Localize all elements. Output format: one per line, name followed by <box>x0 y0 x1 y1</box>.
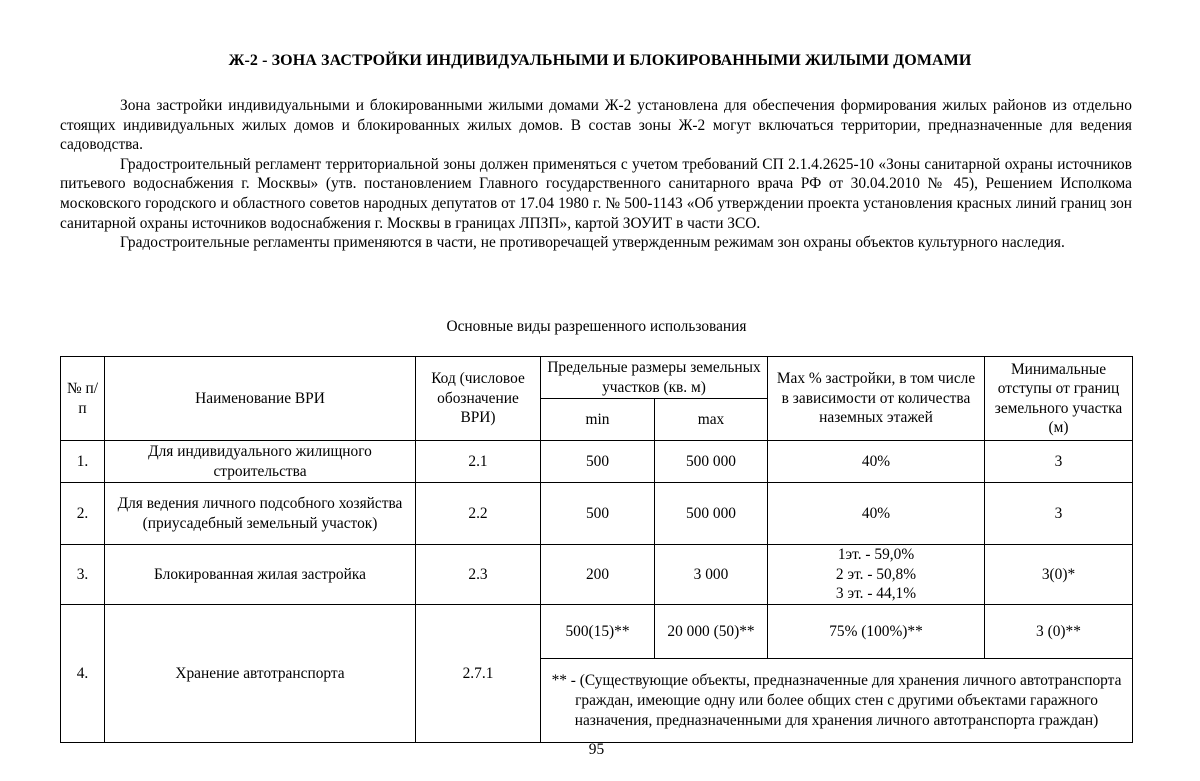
row-min: 500 <box>541 483 655 545</box>
paragraph: Градостроительные регламенты применяются в части, не противоречащей утвержденным режимам зон охраны объектов культурного наследия. <box>120 234 1065 252</box>
table-row <box>61 483 1133 545</box>
row-pct: 40% <box>768 483 985 545</box>
header-min: min <box>541 399 655 441</box>
header-max: max <box>655 399 768 441</box>
row-setback: 3(0)* <box>985 545 1133 605</box>
row-setback: 3 <box>985 483 1133 545</box>
row-max: 20 000 (50)** <box>655 605 768 659</box>
footnote: ** - (Существующие объекты, предназначенные для хранения личного автотранспорта граждан, имеющие одну или более общих стен с другими объектами гаражного назначения, предназначенными для хранения личного автотранспорта граждан) <box>541 659 1133 743</box>
row-name: Блокированная жилая застройка <box>105 545 416 605</box>
header-name: Наименование ВРИ <box>105 357 416 441</box>
row-num: 2. <box>61 483 105 545</box>
header-code: Код (числовое обозначение ВРИ) <box>416 357 541 441</box>
intro-text <box>60 96 1132 253</box>
table-row <box>61 605 1133 659</box>
row-pct: 40% <box>768 441 985 483</box>
header-pct: Max % застройки, в том числе в зависимости от количества наземных этажей <box>768 357 985 441</box>
table-caption: Основные виды разрешенного использования <box>446 318 747 335</box>
row-code: 2.3 <box>416 545 541 605</box>
paragraph: Градостроительный регламент территориальной зоны должен применяться с учетом требований СП 2.1.4.2625-10 «Зоны санитарной охраны источников питьевого водоснабжения г. Москвы» (утв. постановлением Главного государственного санитарного врача РФ от 30.04.2010 № 45), Решением Исполкома московского городского и областного советов народных депутатов от 17.04 1980 г. № 500-1143 «Об утверждении проекта установления красных линий границ зон санитарной охраны источников водоснабжения г. Москвы в границах ЛПЗП», картой ЗОУИТ в части ЗСО. <box>60 155 1132 232</box>
table-row <box>61 545 1133 605</box>
row-code: 2.1 <box>416 441 541 483</box>
row-max: 3 000 <box>655 545 768 605</box>
row-setback: 3 <box>985 441 1133 483</box>
row-code: 2.2 <box>416 483 541 545</box>
row-max: 500 000 <box>655 441 768 483</box>
row-name: Хранение автотранспорта <box>105 605 416 743</box>
row-min: 500(15)** <box>541 605 655 659</box>
header-size: Предельные размеры земельных участков (кв. м) <box>541 357 768 399</box>
row-num: 3. <box>61 545 105 605</box>
row-pct <box>768 545 985 605</box>
row-min: 200 <box>541 545 655 605</box>
header-row <box>61 357 1133 399</box>
header-num: № п/п <box>61 357 105 441</box>
row-pct: 75% (100%)** <box>768 605 985 659</box>
row-num: 1. <box>61 441 105 483</box>
row-name: Для индивидуального жилищного строительства <box>105 441 416 483</box>
row-setback: 3 (0)** <box>985 605 1133 659</box>
paragraph: Зона застройки индивидуальными и блокированными жилыми домами Ж-2 установлена для обеспечения формирования жилых районов из отдельно стоящих индивидуальных жилых домов и блокированных жилых домов. В состав зоны Ж-2 могут включаться территории, предназначенные для ведения садоводства. <box>60 97 1132 154</box>
row-min: 500 <box>541 441 655 483</box>
floor-pct-line: 1эт. - 59,0% <box>837 546 915 564</box>
floor-pct-line: 3 эт. - 44,1% <box>835 585 917 603</box>
zone-title: Ж-2 - ЗОНА ЗАСТРОЙКИ ИНДИВИДУАЛЬНЫМИ И БЛОКИРОВАННЫМИ ЖИЛЫМИ ДОМАМИ <box>228 52 972 69</box>
row-max: 500 000 <box>655 483 768 545</box>
header-setback: Минимальные отступы от границ земельного участка (м) <box>985 357 1133 441</box>
row-num: 4. <box>61 605 105 743</box>
regulations-table <box>60 356 1133 743</box>
table-row <box>61 441 1133 483</box>
floor-pct-line: 2 эт. - 50,8% <box>835 565 917 583</box>
row-name: Для ведения личного подсобного хозяйства (приусадебный земельный участок) <box>105 483 416 545</box>
row-code: 2.7.1 <box>416 605 541 743</box>
page-number: 95 <box>588 741 605 758</box>
